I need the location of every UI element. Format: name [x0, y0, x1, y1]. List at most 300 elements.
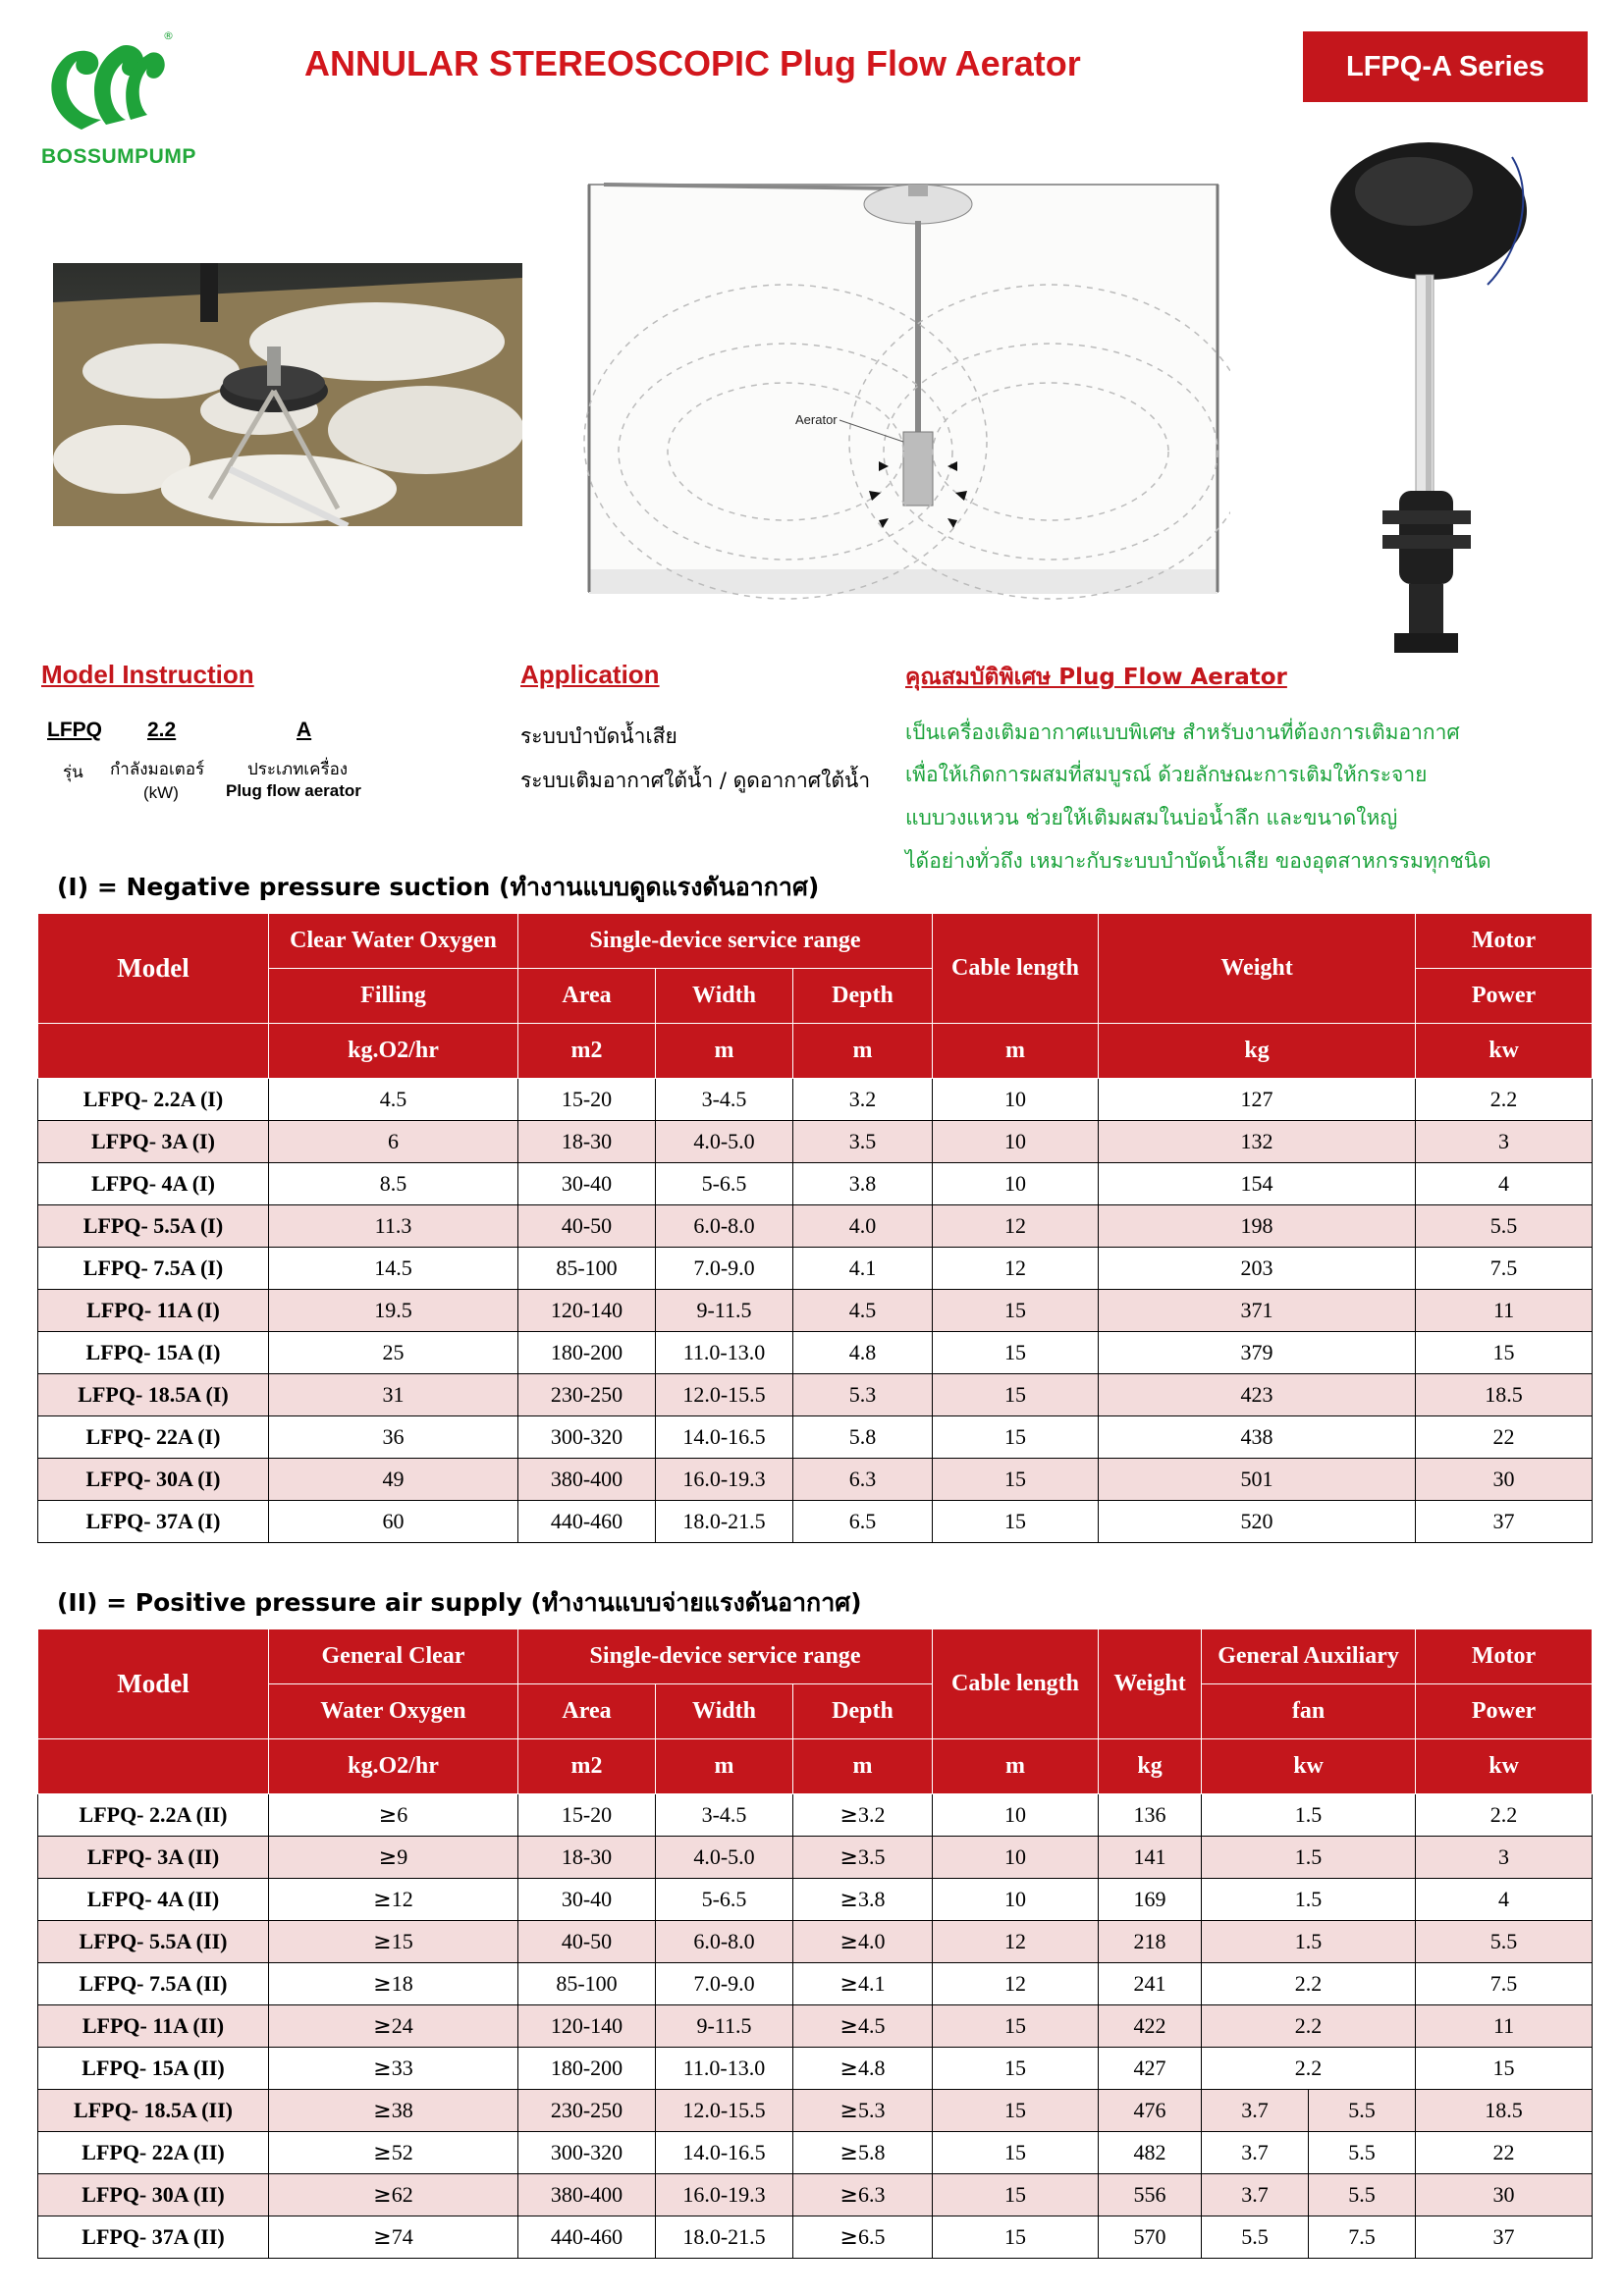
cell-depth-value: 3.2: [857, 1802, 886, 1827]
greater-equal-sign: ≥: [839, 1845, 858, 1870]
cell-depth: [793, 1794, 933, 1837]
col-oxygen-2: Water Oxygen: [269, 1684, 518, 1739]
unit-depth: m: [793, 1739, 933, 1794]
cell-width: 11.0-13.0: [656, 2048, 793, 2090]
greater-equal-sign: ≥: [373, 2141, 392, 2165]
greater-equal-sign: ≥: [373, 2099, 392, 2123]
cell-cable: 15: [933, 1290, 1099, 1332]
col-motor-2: Power: [1416, 1684, 1593, 1739]
cell-weight: 198: [1099, 1205, 1416, 1248]
cell-motor: 18.5: [1416, 2090, 1593, 2132]
cell-model: LFPQ- 5.5A (II): [38, 1921, 269, 1963]
cell-weight: 241: [1099, 1963, 1202, 2005]
greater-equal-sign: ≥: [839, 2183, 858, 2208]
cell-weight: 136: [1099, 1794, 1202, 1837]
cell-oxygen-value: 62: [391, 2182, 413, 2207]
cell-weight: 423: [1099, 1374, 1416, 1416]
cell-weight: 154: [1099, 1163, 1416, 1205]
col-model: Model: [38, 1629, 269, 1739]
cell-model: LFPQ- 7.5A (I): [38, 1248, 269, 1290]
table-row: [38, 2216, 1593, 2259]
cell-motor: 11: [1416, 2005, 1593, 2048]
cell-cable: 10: [933, 1879, 1099, 1921]
col-oxygen-1: General Clear: [269, 1629, 518, 1684]
cell-model: LFPQ- 5.5A (I): [38, 1205, 269, 1248]
cell-weight: 520: [1099, 1501, 1416, 1543]
unit-area: m2: [518, 1024, 656, 1079]
cell-weight: 476: [1099, 2090, 1202, 2132]
cell-fan-b: 7.5: [1309, 2216, 1416, 2259]
cell-motor: 7.5: [1416, 1248, 1593, 1290]
cell-area: 380-400: [518, 2174, 656, 2216]
cell-cable: 15: [933, 1332, 1099, 1374]
col-motor-2: Power: [1416, 969, 1593, 1024]
page-title: ANNULAR STEREOSCOPIC Plug Flow Aerator: [304, 43, 1081, 83]
cell-depth-value: 4.8: [857, 2056, 886, 2080]
cell-depth: 6.3: [793, 1459, 933, 1501]
cell-model: LFPQ- 11A (I): [38, 1290, 269, 1332]
greater-equal-sign: ≥: [378, 1845, 398, 1870]
cell-area: 85-100: [518, 1248, 656, 1290]
cell-area: 300-320: [518, 2132, 656, 2174]
table-row: [38, 1416, 1593, 1459]
table-row: [38, 1837, 1593, 1879]
cell-fan-b: 5.5: [1309, 2090, 1416, 2132]
cell-cable: 10: [933, 1079, 1099, 1121]
col-cable-length: Cable length: [933, 1629, 1099, 1739]
cell-model: LFPQ- 15A (I): [38, 1332, 269, 1374]
cell-oxygen: [269, 1794, 518, 1837]
cell-fan: 2.2: [1202, 2048, 1416, 2090]
cell-oxygen-value: 18: [391, 1971, 413, 1996]
greater-equal-sign: ≥: [839, 2099, 858, 2123]
cell-motor: 4: [1416, 1879, 1593, 1921]
cell-cable: 15: [933, 1416, 1099, 1459]
cell-cable: 15: [933, 2048, 1099, 2090]
unit-weight: kg: [1099, 1739, 1202, 1794]
cell-model: LFPQ- 18.5A (I): [38, 1374, 269, 1416]
cell-cable: 15: [933, 1459, 1099, 1501]
cell-weight: 422: [1099, 2005, 1202, 2048]
cell-width: 9-11.5: [656, 2005, 793, 2048]
unit-cable: m: [933, 1739, 1099, 1794]
aerator-product-image: [1316, 137, 1542, 667]
cell-cable: 10: [933, 1794, 1099, 1837]
cell-motor: 5.5: [1416, 1205, 1593, 1248]
col-fan-2: fan: [1202, 1684, 1416, 1739]
cell-area: 120-140: [518, 2005, 656, 2048]
cell-area: 40-50: [518, 1921, 656, 1963]
cell-motor: 22: [1416, 1416, 1593, 1459]
cell-oxygen: 8.5: [269, 1163, 518, 1205]
cell-oxygen: 4.5: [269, 1079, 518, 1121]
table-row: [38, 1163, 1593, 1205]
cell-depth: 4.5: [793, 1290, 933, 1332]
cell-model: LFPQ- 11A (II): [38, 2005, 269, 2048]
model-sub-type-en: Plug flow aerator: [226, 781, 361, 800]
cell-cable: 15: [933, 1374, 1099, 1416]
cell-fan-a: 5.5: [1202, 2216, 1309, 2259]
model-code-power: 2.2: [147, 719, 177, 741]
cell-width: 18.0-21.5: [656, 1501, 793, 1543]
cell-depth: 5.8: [793, 1416, 933, 1459]
greater-equal-sign: ≥: [839, 1972, 858, 1997]
table-row: [38, 1290, 1593, 1332]
col-width: Width: [656, 1684, 793, 1739]
col-service-range: Single-device service range: [518, 914, 933, 969]
table-row: [38, 1205, 1593, 1248]
cell-width: 14.0-16.5: [656, 1416, 793, 1459]
cell-width: 3-4.5: [656, 1079, 793, 1121]
cell-depth-value: 4.5: [857, 2013, 886, 2038]
cell-width: 18.0-21.5: [656, 2216, 793, 2259]
application-line-1: ระบบบำบัดน้ำเสีย: [520, 724, 677, 748]
cell-cable: 15: [933, 2005, 1099, 2048]
feature-line-2: เพื่อให้เกิดการผสมที่สมบูรณ์ ด้วยลักษณะการเติมให้กระจาย: [905, 763, 1428, 786]
table-row: [38, 1079, 1593, 1121]
unit-width: m: [656, 1024, 793, 1079]
cell-area: 40-50: [518, 1205, 656, 1248]
cell-oxygen-value: 52: [391, 2140, 413, 2164]
cell-oxygen: [269, 2216, 518, 2259]
cell-model: LFPQ- 2.2A (I): [38, 1079, 269, 1121]
cell-motor: 15: [1416, 2048, 1593, 2090]
logo-swirl-icon: [27, 22, 175, 144]
cell-oxygen: [269, 1963, 518, 2005]
cell-fan-b: 5.5: [1309, 2132, 1416, 2174]
cell-weight: 556: [1099, 2174, 1202, 2216]
application-title: Application: [520, 660, 660, 689]
cell-oxygen: 11.3: [269, 1205, 518, 1248]
cell-weight: 169: [1099, 1879, 1202, 1921]
unit-motor: kw: [1416, 1024, 1593, 1079]
cell-area: 300-320: [518, 1416, 656, 1459]
col-oxygen-2: Filling: [269, 969, 518, 1024]
feature-line-4: ได้อย่างทั่วถึง เหมาะกับระบบบำบัดน้ำเสีย ของอุตสาหกรรมทุกชนิด: [905, 849, 1491, 873]
cell-area: 30-40: [518, 1163, 656, 1205]
cell-weight: 371: [1099, 1290, 1416, 1332]
cell-width: 9-11.5: [656, 1290, 793, 1332]
cell-fan-b: 5.5: [1309, 2174, 1416, 2216]
col-cable-length: Cable length: [933, 914, 1099, 1024]
table-row: [38, 2048, 1593, 2090]
cell-oxygen: 60: [269, 1501, 518, 1543]
cell-depth: 3.5: [793, 1121, 933, 1163]
table-row: [38, 1121, 1593, 1163]
cell-model: LFPQ- 15A (II): [38, 2048, 269, 2090]
cell-depth-value: 5.8: [857, 2140, 886, 2164]
application-line-2: ระบบเติมอากาศใต้น้ำ / ดูดอากาศใต้น้ำ: [520, 769, 871, 792]
cell-cable: 15: [933, 2174, 1099, 2216]
cell-depth: 3.8: [793, 1163, 933, 1205]
cell-oxygen-value: 15: [391, 1929, 413, 1953]
cell-oxygen: 25: [269, 1332, 518, 1374]
cell-depth: [793, 1963, 933, 2005]
cell-cable: 15: [933, 2216, 1099, 2259]
col-depth: Depth: [793, 1684, 933, 1739]
unit-weight: kg: [1099, 1024, 1416, 1079]
greater-equal-sign: ≥: [373, 2014, 392, 2039]
cell-weight: 482: [1099, 2132, 1202, 2174]
cell-width: 11.0-13.0: [656, 1332, 793, 1374]
cell-model: LFPQ- 3A (II): [38, 1837, 269, 1879]
cell-cable: 10: [933, 1163, 1099, 1205]
unit-depth: m: [793, 1024, 933, 1079]
unit-blank: [38, 1024, 269, 1079]
greater-equal-sign: ≥: [373, 1972, 392, 1997]
table-row: [38, 1963, 1593, 2005]
feature-line-3: แบบวงแหวน ช่วยให้เติมผสมในบ่อน้ำลึก และขนาดใหญ่: [905, 806, 1398, 829]
cell-area: 440-460: [518, 2216, 656, 2259]
cell-cable: 12: [933, 1963, 1099, 2005]
cell-depth: 6.5: [793, 1501, 933, 1543]
cell-weight: 141: [1099, 1837, 1202, 1879]
cell-oxygen-value: 6: [397, 1802, 408, 1827]
cell-area: 180-200: [518, 2048, 656, 2090]
table-row: [38, 1879, 1593, 1921]
cell-weight: 427: [1099, 2048, 1202, 2090]
cell-motor: 37: [1416, 1501, 1593, 1543]
cell-depth-value: 3.5: [857, 1844, 886, 1869]
cell-depth-value: 3.8: [857, 1887, 886, 1911]
cell-motor: 4: [1416, 1163, 1593, 1205]
cell-depth: [793, 1879, 933, 1921]
cell-fan: 1.5: [1202, 1837, 1416, 1879]
cell-oxygen: [269, 2174, 518, 2216]
cell-weight: 501: [1099, 1459, 1416, 1501]
cell-cable: 12: [933, 1248, 1099, 1290]
cell-model: LFPQ- 4A (II): [38, 1879, 269, 1921]
cell-oxygen: [269, 1879, 518, 1921]
table-row: [38, 1501, 1593, 1543]
col-weight: Weight: [1099, 1629, 1202, 1739]
cell-width: 5-6.5: [656, 1163, 793, 1205]
unit-area: m2: [518, 1739, 656, 1794]
table-row: [38, 1332, 1593, 1374]
col-motor-1: Motor: [1416, 914, 1593, 969]
cell-width: 12.0-15.5: [656, 1374, 793, 1416]
model-instruction-title: Model Instruction: [41, 660, 254, 689]
cell-cable: 12: [933, 1205, 1099, 1248]
cell-depth: [793, 2174, 933, 2216]
cell-fan: 1.5: [1202, 1794, 1416, 1837]
cell-area: 15-20: [518, 1794, 656, 1837]
cell-depth-value: 6.3: [857, 2182, 886, 2207]
cell-width: 12.0-15.5: [656, 2090, 793, 2132]
cell-cable: 10: [933, 1121, 1099, 1163]
cell-area: 120-140: [518, 1290, 656, 1332]
cell-fan-a: 3.7: [1202, 2132, 1309, 2174]
col-model: Model: [38, 914, 269, 1024]
cell-width: 4.0-5.0: [656, 1837, 793, 1879]
cell-model: LFPQ- 30A (I): [38, 1459, 269, 1501]
col-weight: Weight: [1099, 914, 1416, 1024]
cell-width: 16.0-19.3: [656, 1459, 793, 1501]
aeration-tank-photo: [53, 263, 522, 526]
cell-model: LFPQ- 7.5A (II): [38, 1963, 269, 2005]
feature-line-1: เป็นเครื่องเติมอากาศแบบพิเศษ สำหรับงานที่ต้องการเติมอากาศ: [905, 721, 1460, 744]
cell-depth: [793, 2048, 933, 2090]
model-code-type: A: [297, 719, 312, 741]
cell-depth: [793, 2132, 933, 2174]
greater-equal-sign: ≥: [839, 1888, 858, 1912]
cell-model: LFPQ- 3A (I): [38, 1121, 269, 1163]
col-area: Area: [518, 1684, 656, 1739]
cell-area: 440-460: [518, 1501, 656, 1543]
cell-fan: 2.2: [1202, 2005, 1416, 2048]
cell-area: 230-250: [518, 1374, 656, 1416]
unit-fan: kw: [1202, 1739, 1416, 1794]
table-row: [38, 1794, 1593, 1837]
cell-depth: [793, 1837, 933, 1879]
positive-pressure-table: [37, 1629, 1593, 2259]
cell-motor: 37: [1416, 2216, 1593, 2259]
cell-oxygen-value: 12: [391, 1887, 413, 1911]
cell-depth-value: 4.1: [857, 1971, 886, 1996]
cell-width: 6.0-8.0: [656, 1205, 793, 1248]
flow-pattern-diagram: [574, 167, 1230, 604]
cell-oxygen: 14.5: [269, 1248, 518, 1290]
cell-fan: 2.2: [1202, 1963, 1416, 2005]
table-row: [38, 2005, 1593, 2048]
cell-oxygen: [269, 2090, 518, 2132]
table-row: [38, 2090, 1593, 2132]
greater-equal-sign: ≥: [373, 2225, 392, 2250]
greater-equal-sign: ≥: [839, 1930, 858, 1954]
diagram-label: Aerator: [795, 412, 838, 427]
cell-cable: 15: [933, 1501, 1099, 1543]
cell-depth: 4.0: [793, 1205, 933, 1248]
greater-equal-sign: ≥: [373, 2183, 392, 2208]
cell-weight: 218: [1099, 1921, 1202, 1963]
cell-depth: [793, 2216, 933, 2259]
cell-width: 4.0-5.0: [656, 1121, 793, 1163]
greater-equal-sign: ≥: [839, 2056, 858, 2081]
cell-width: 6.0-8.0: [656, 1921, 793, 1963]
greater-equal-sign: ≥: [373, 1930, 392, 1954]
col-depth: Depth: [793, 969, 933, 1024]
greater-equal-sign: ≥: [373, 2056, 392, 2081]
cell-cable: 12: [933, 1921, 1099, 1963]
unit-oxygen: kg.O2/hr: [269, 1024, 518, 1079]
table1-label: (I) = Negative pressure suction (ทำงานแบบดูดแรงดันอากาศ): [57, 873, 820, 901]
table-row: [38, 1248, 1593, 1290]
model-sub-type: ประเภทเครื่อง: [247, 760, 349, 779]
cell-area: 30-40: [518, 1879, 656, 1921]
col-fan-1: General Auxiliary: [1202, 1629, 1416, 1684]
cell-weight: 203: [1099, 1248, 1416, 1290]
greater-equal-sign: ≥: [839, 1803, 858, 1828]
cell-motor: 11: [1416, 1290, 1593, 1332]
table-row: [38, 2174, 1593, 2216]
cell-area: 230-250: [518, 2090, 656, 2132]
cell-fan: 1.5: [1202, 1879, 1416, 1921]
unit-oxygen: kg.O2/hr: [269, 1739, 518, 1794]
greater-equal-sign: ≥: [839, 2225, 858, 2250]
cell-width: 7.0-9.0: [656, 1248, 793, 1290]
table-row: [38, 1921, 1593, 1963]
cell-depth-value: 6.5: [857, 2224, 886, 2249]
cell-motor: 15: [1416, 1332, 1593, 1374]
cell-oxygen: 49: [269, 1459, 518, 1501]
table2-label: (II) = Positive pressure air supply (ทำงานแบบจ่ายแรงดันอากาศ): [57, 1588, 862, 1617]
cell-oxygen-value: 9: [397, 1844, 408, 1869]
cell-depth-value: 5.3: [857, 2098, 886, 2122]
cell-motor: 22: [1416, 2132, 1593, 2174]
cell-depth: 3.2: [793, 1079, 933, 1121]
cell-model: LFPQ- 4A (I): [38, 1163, 269, 1205]
cell-area: 85-100: [518, 1963, 656, 2005]
cell-motor: 3: [1416, 1837, 1593, 1879]
cell-width: 14.0-16.5: [656, 2132, 793, 2174]
series-badge: LFPQ-A Series: [1303, 31, 1588, 102]
cell-fan-a: 3.7: [1202, 2174, 1309, 2216]
cell-width: 7.0-9.0: [656, 1963, 793, 2005]
cell-oxygen: 19.5: [269, 1290, 518, 1332]
cell-depth: [793, 1921, 933, 1963]
model-sub-power: กำลังมอเตอร์: [110, 760, 205, 779]
cell-cable: 15: [933, 2132, 1099, 2174]
unit-cable: m: [933, 1024, 1099, 1079]
cell-width: 3-4.5: [656, 1794, 793, 1837]
cell-depth: 4.1: [793, 1248, 933, 1290]
cell-area: 180-200: [518, 1332, 656, 1374]
col-service-range: Single-device service range: [518, 1629, 933, 1684]
greater-equal-sign: ≥: [373, 1888, 392, 1912]
cell-area: 15-20: [518, 1079, 656, 1121]
table-row: [38, 2132, 1593, 2174]
cell-oxygen: 36: [269, 1416, 518, 1459]
cell-area: 18-30: [518, 1121, 656, 1163]
cell-fan: 1.5: [1202, 1921, 1416, 1963]
cell-motor: 5.5: [1416, 1921, 1593, 1963]
cell-width: 16.0-19.3: [656, 2174, 793, 2216]
cell-oxygen: 31: [269, 1374, 518, 1416]
table-row: [38, 1459, 1593, 1501]
cell-depth: [793, 2005, 933, 2048]
col-motor-1: Motor: [1416, 1629, 1593, 1684]
cell-depth: 4.8: [793, 1332, 933, 1374]
cell-area: 18-30: [518, 1837, 656, 1879]
cell-weight: 132: [1099, 1121, 1416, 1163]
cell-cable: 15: [933, 2090, 1099, 2132]
unit-blank: [38, 1739, 269, 1794]
cell-model: LFPQ- 22A (II): [38, 2132, 269, 2174]
cell-weight: 127: [1099, 1079, 1416, 1121]
brand-name: BOSSUMPUMP: [41, 145, 196, 168]
greater-equal-sign: ≥: [839, 2014, 858, 2039]
cell-width: 5-6.5: [656, 1879, 793, 1921]
cell-depth: [793, 2090, 933, 2132]
unit-motor: kw: [1416, 1739, 1593, 1794]
greater-equal-sign: ≥: [839, 2141, 858, 2165]
cell-motor: 30: [1416, 2174, 1593, 2216]
model-sub-series: รุ่น: [63, 763, 83, 782]
cell-oxygen: [269, 2005, 518, 2048]
cell-motor: 7.5: [1416, 1963, 1593, 2005]
cell-model: LFPQ- 37A (II): [38, 2216, 269, 2259]
cell-model: LFPQ- 37A (I): [38, 1501, 269, 1543]
cell-oxygen-value: 38: [391, 2098, 413, 2122]
col-area: Area: [518, 969, 656, 1024]
cell-oxygen-value: 74: [391, 2224, 413, 2249]
cell-depth: 5.3: [793, 1374, 933, 1416]
brand-logo: [27, 22, 224, 179]
cell-model: LFPQ- 30A (II): [38, 2174, 269, 2216]
table-row: [38, 1374, 1593, 1416]
cell-oxygen: 6: [269, 1121, 518, 1163]
model-sub-power-unit: (kW): [143, 783, 179, 802]
